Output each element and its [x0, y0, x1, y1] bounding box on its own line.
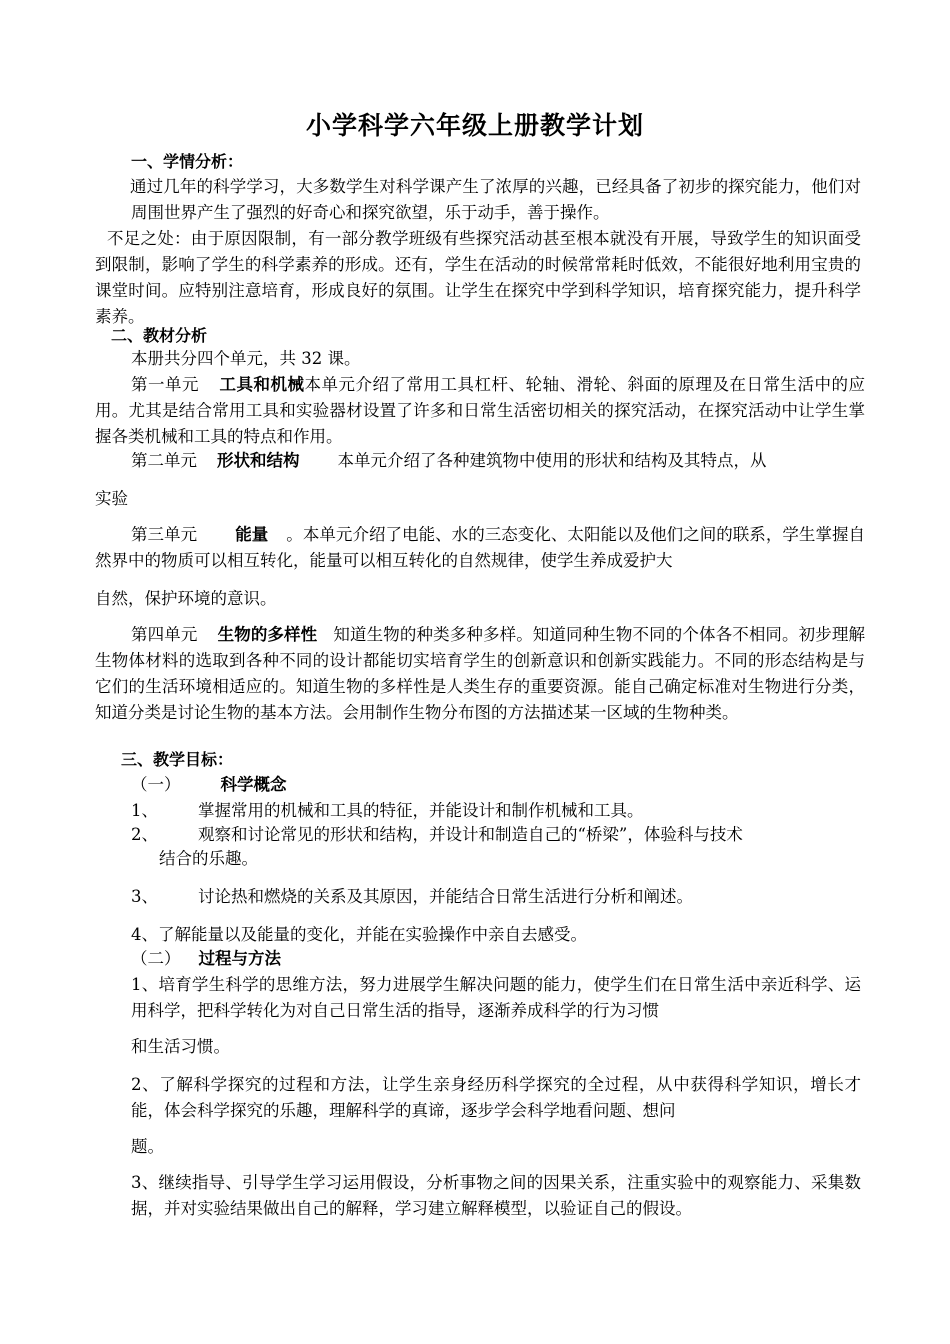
section-heading-1: 一、学情分析：: [131, 152, 244, 171]
paragraph: 本册共分四个单元，共 32 课。: [131, 349, 361, 368]
method-item: 1、培育学生科学的思维方法，努力进展学生解决问题的能力，使学生们在日常生活中亲近科学、运用科学，把科学转化为对自己日常生活的指导，逐渐养成科学的行为习惯: [131, 975, 861, 1020]
unit-4-paragraph: [95, 622, 865, 726]
unit-name: 生物的多样性: [217, 625, 318, 644]
list-text: 观察和讨论常见的形状和结构，并设计和制造自己的“桥梁”，体验科与技术: [198, 825, 743, 844]
list-item-continuation: 结合的乐趣。: [159, 849, 258, 868]
list-item: [131, 884, 693, 910]
unit-name: 形状和结构: [217, 451, 300, 470]
subsection-heading-1: [131, 772, 287, 798]
paragraph-continuation: 自然，保护环境的意识。: [95, 589, 277, 608]
unit-label: 第一单元: [131, 375, 199, 394]
paragraph: [131, 174, 861, 226]
unit-text: 本单元介绍了常用工具杠杆、轮轴、滑轮、斜面的原理及在日常生活中的应用。尤其是结合常用工具和实验器材设置了许多和日常生活密切相关的探究活动，在探究活动中让学生掌握各类机械和工具的特点和作用。: [95, 375, 865, 446]
method-item-continuation: 题。: [131, 1137, 164, 1156]
list-item: [131, 822, 743, 848]
unit-label: 第四单元: [131, 625, 198, 644]
list-text: 讨论热和燃烧的关系及其原因，并能结合日常生活进行分析和阐述。: [198, 887, 693, 906]
list-text: 掌握常用的机械和工具的特征，并能设计和制作机械和工具。: [198, 801, 644, 820]
section-heading-3: 三、教学目标：: [121, 750, 234, 769]
subsection-title: 科学概念: [220, 775, 287, 794]
unit-2-paragraph: [131, 448, 767, 474]
unit-1-paragraph: [95, 372, 865, 450]
paragraph-text: 通过几年的科学学习，大多数学生对科学课产生了浓厚的兴趣，已经具备了初步的探究能力，他们对周围世界产生了强烈的好奇心和探究欲望，乐于动手，善于操作。: [130, 177, 861, 222]
subsection-title: 过程与方法: [198, 949, 281, 968]
unit-text: 知道生物的种类多种多样。知道同种生物不同的个体各不相同。初步理解生物体材料的选取到各种不同的设计都能切实培育学生的创新意识和创新实践能力。不同的形态结构是与它们的生活环境相适应的。知道生物的多样性是人类生存的重要资源。能自己确定标准对生物进行分类，知道分类是讨论生物的基本方法。会用制作生物分布图的方法描述某一区域的生物种类。: [95, 625, 866, 722]
method-item: 2、了解科学探究的过程和方法，让学生亲身经历科学探究的全过程，从中获得科学知识，增长才能，体会科学探究的乐趣，理解科学的真谛，逐步学会科学地看问题、想问: [131, 1075, 861, 1120]
method-item: 3、继续指导、引导学生学习运用假设，分析事物之间的因果关系，注重实验中的观察能力、采集数据，并对实验结果做出自己的解释，学习建立解释模型，以验证自己的假设。: [131, 1173, 861, 1218]
document-title: 小学科学六年级上册教学计划: [305, 111, 644, 140]
unit-text: 本单元介绍了各种建筑物中使用的形状和结构及其特点，从: [337, 451, 767, 470]
list-number: 1、: [131, 801, 158, 820]
subsection-number: （一）: [131, 775, 181, 794]
unit-label: 第二单元: [131, 451, 197, 470]
section-heading-2: 二、教材分析: [111, 326, 208, 345]
paragraph-continuation: 实验: [95, 489, 128, 508]
unit-name: 能量: [235, 525, 269, 544]
list-item: 4、了解能量以及能量的变化，并能在实验操作中亲自去感受。: [131, 925, 587, 944]
list-number: 2、: [131, 825, 158, 844]
list-number: 3、: [131, 887, 158, 906]
unit-name: 工具和机械: [219, 375, 305, 394]
method-item-continuation: 和生活习惯。: [131, 1037, 230, 1056]
subsection-heading-2: [131, 946, 281, 972]
list-item: [131, 798, 644, 824]
unit-label: 第三单元: [131, 525, 198, 544]
unit-text: 。本单元介绍了电能、水的三态变化、太阳能以及他们之间的联系，学生掌握自然界中的物质可以相互转化，能量可以相互转化的自然规律，使学生养成爱护大: [95, 525, 866, 570]
subsection-number: （二）: [131, 949, 181, 968]
paragraph: 不足之处：由于原因限制，有一部分教学班级有些探究活动甚至根本就没有开展，导致学生的知识面受到限制，影响了学生的科学素养的形成。还有，学生在活动的时候常常耗时低效，不能很好地利用宝贵的课堂时间。应特别注意培育，形成良好的氛围。让学生在探究中学到科学知识，培育探究能力，提升科学素养。: [95, 229, 861, 326]
unit-3-paragraph: [95, 522, 865, 574]
